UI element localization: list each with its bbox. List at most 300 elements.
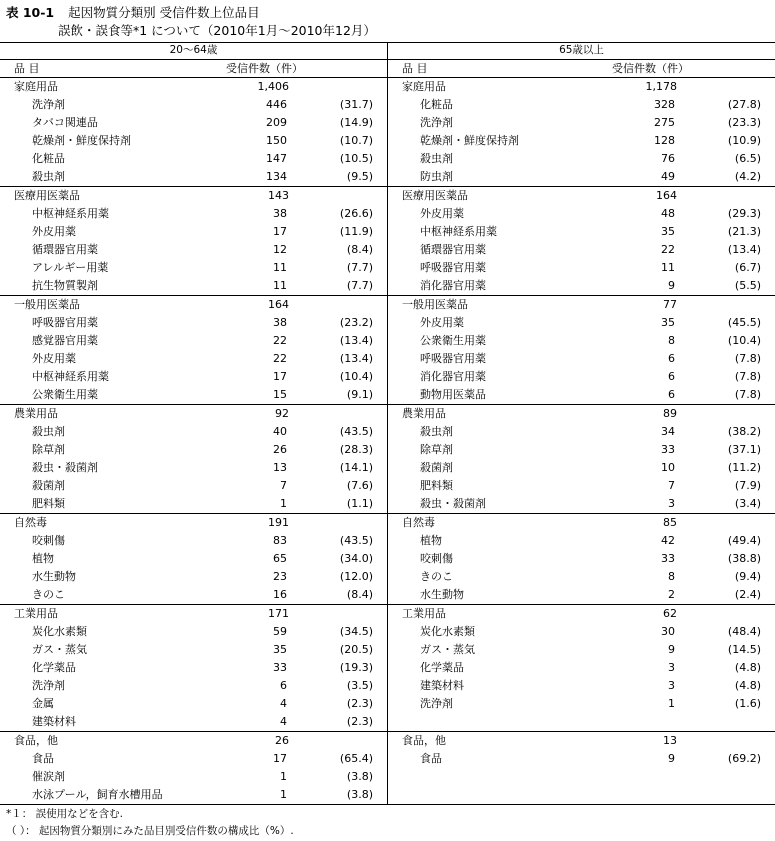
item-name: 乾燥剤・鮮度保持剤 <box>32 134 131 147</box>
item-count: 9 <box>668 752 675 765</box>
category-row <box>388 78 775 96</box>
table-row <box>388 786 775 804</box>
item-name: 公衆衛生用薬 <box>32 388 98 401</box>
item-count: 59 <box>273 625 287 638</box>
item-percentage: (10.4) <box>339 370 373 383</box>
table-row <box>388 750 775 768</box>
left-column <box>0 296 388 404</box>
table-row <box>0 368 387 386</box>
item-count: 33 <box>661 443 675 456</box>
category-section <box>0 78 775 187</box>
item-name: タバコ関連品 <box>32 116 98 129</box>
item-count: 65 <box>273 552 287 565</box>
item-count: 35 <box>661 316 675 329</box>
item-percentage: (7.9) <box>734 479 761 492</box>
item-percentage: (5.5) <box>734 279 761 292</box>
item-count: 3 <box>668 497 675 510</box>
category-total: 89 <box>663 407 677 420</box>
item-name: 循環器官用薬 <box>32 243 98 256</box>
item-percentage: (26.6) <box>339 207 373 220</box>
item-count: 328 <box>654 98 675 111</box>
item-percentage: (38.8) <box>727 552 761 565</box>
category-row <box>0 296 387 314</box>
item-count: 35 <box>661 225 675 238</box>
item-percentage: (4.8) <box>734 661 761 674</box>
item-percentage: (65.4) <box>339 752 373 765</box>
table-row <box>388 132 775 150</box>
item-percentage: (11.9) <box>339 225 373 238</box>
item-count: 275 <box>654 116 675 129</box>
item-count: 22 <box>661 243 675 256</box>
category-row <box>388 296 775 314</box>
item-name: 建築材料 <box>420 679 464 692</box>
category-row <box>0 78 387 96</box>
category-total: 1,406 <box>257 80 289 93</box>
item-column-header: 品 目 <box>14 62 40 75</box>
category-row <box>388 187 775 205</box>
table-row <box>388 241 775 259</box>
table-row <box>0 223 387 241</box>
item-name: 炭化水素類 <box>32 625 87 638</box>
item-name: 植物 <box>32 552 54 565</box>
item-count: 6 <box>668 352 675 365</box>
item-name: 殺虫剤 <box>32 170 65 183</box>
item-count: 4 <box>280 697 287 710</box>
item-name: 水生動物 <box>32 570 76 583</box>
footnote: （ ）： 起因物質分類別にみた品目別受信件数の構成比（%）. <box>6 825 294 837</box>
item-count: 30 <box>661 625 675 638</box>
table-row <box>0 114 387 132</box>
table-row <box>388 205 775 223</box>
item-percentage: (9.1) <box>346 388 373 401</box>
item-column-header: 品 目 <box>402 62 428 75</box>
table-row <box>0 750 387 768</box>
table-row <box>388 623 775 641</box>
item-percentage: (7.8) <box>734 370 761 383</box>
table-row <box>388 350 775 368</box>
item-percentage: (2.3) <box>346 715 373 728</box>
table-row <box>0 495 387 513</box>
item-name: 建築材料 <box>32 715 76 728</box>
item-percentage: (10.7) <box>339 134 373 147</box>
item-count: 42 <box>661 534 675 547</box>
table-row <box>0 768 387 786</box>
item-count: 6 <box>668 388 675 401</box>
table-row <box>0 241 387 259</box>
item-percentage: (12.0) <box>339 570 373 583</box>
item-count: 38 <box>273 207 287 220</box>
item-name: 公衆衛生用薬 <box>420 334 486 347</box>
item-count: 13 <box>273 461 287 474</box>
left-column <box>0 514 388 604</box>
item-percentage: (34.5) <box>339 625 373 638</box>
table-row <box>388 713 775 731</box>
item-count: 3 <box>668 661 675 674</box>
item-count: 9 <box>668 643 675 656</box>
item-name: 植物 <box>420 534 442 547</box>
category-name: 食品，他 <box>14 734 58 747</box>
table-row <box>0 96 387 114</box>
item-count: 49 <box>661 170 675 183</box>
title-line-2: 誤飲・誤食等*1 について（2010年1月～2010年12月） <box>58 23 376 38</box>
item-count: 83 <box>273 534 287 547</box>
table-row <box>388 277 775 295</box>
item-name: 催涙剤 <box>32 770 65 783</box>
item-percentage: (7.8) <box>734 388 761 401</box>
item-name: 水生動物 <box>420 588 464 601</box>
item-count: 33 <box>661 552 675 565</box>
left-column <box>0 187 388 295</box>
category-total: 85 <box>663 516 677 529</box>
category-name: 医療用医薬品 <box>402 189 468 202</box>
right-column <box>388 732 775 804</box>
table-row <box>388 368 775 386</box>
table-row <box>0 150 387 168</box>
item-count: 35 <box>273 643 287 656</box>
count-column-header: 受信件数（件） <box>226 62 303 75</box>
category-row <box>388 514 775 532</box>
item-name: 殺虫剤 <box>420 152 453 165</box>
table-row <box>0 350 387 368</box>
item-count: 209 <box>266 116 287 129</box>
item-percentage: (8.4) <box>346 588 373 601</box>
item-count: 9 <box>668 279 675 292</box>
item-count: 7 <box>280 479 287 492</box>
table-row <box>388 423 775 441</box>
table-row <box>0 550 387 568</box>
item-percentage: (4.8) <box>734 679 761 692</box>
table-row <box>388 641 775 659</box>
category-total: 1,178 <box>645 80 677 93</box>
item-name: 防虫剤 <box>420 170 453 183</box>
item-count: 150 <box>266 134 287 147</box>
footnotes <box>6 806 294 840</box>
category-name: 家庭用品 <box>14 80 58 93</box>
category-row <box>388 732 775 750</box>
item-count: 1 <box>280 497 287 510</box>
item-percentage: (6.5) <box>734 152 761 165</box>
table-row <box>388 477 775 495</box>
item-name: 殺虫剤 <box>32 425 65 438</box>
item-percentage: (3.8) <box>346 770 373 783</box>
table-row <box>0 713 387 731</box>
item-count: 11 <box>273 279 287 292</box>
table-row <box>388 150 775 168</box>
item-name: 除草剤 <box>32 443 65 456</box>
category-name: 工業用品 <box>14 607 58 620</box>
item-name: 呼吸器官用薬 <box>420 352 486 365</box>
item-count: 40 <box>273 425 287 438</box>
item-name: 殺虫剤 <box>420 425 453 438</box>
item-name: 消化器官用薬 <box>420 279 486 292</box>
table-row <box>0 423 387 441</box>
item-name: 肥料類 <box>420 479 453 492</box>
item-count: 23 <box>273 570 287 583</box>
item-count: 12 <box>273 243 287 256</box>
category-name: 一般用医薬品 <box>402 298 468 311</box>
item-count: 4 <box>280 715 287 728</box>
item-count: 17 <box>273 370 287 383</box>
item-percentage: (7.8) <box>734 352 761 365</box>
table-row <box>388 495 775 513</box>
item-name: 化粧品 <box>420 98 453 111</box>
item-name: 殺虫・殺菌剤 <box>420 497 486 510</box>
item-percentage: (29.3) <box>727 207 761 220</box>
table-row <box>388 96 775 114</box>
item-name: 抗生物質製剤 <box>32 279 98 292</box>
category-name: 一般用医薬品 <box>14 298 80 311</box>
item-percentage: (1.6) <box>734 697 761 710</box>
item-name: 金属 <box>32 697 54 710</box>
item-count: 446 <box>266 98 287 111</box>
category-section <box>0 605 775 732</box>
item-percentage: (13.4) <box>727 243 761 256</box>
table-row <box>388 586 775 604</box>
category-row <box>0 605 387 623</box>
item-count: 22 <box>273 352 287 365</box>
table-row <box>0 332 387 350</box>
right-column <box>388 514 775 604</box>
item-percentage: (3.4) <box>734 497 761 510</box>
table-row <box>388 114 775 132</box>
item-name: 消化器官用薬 <box>420 370 486 383</box>
category-row <box>0 732 387 750</box>
category-total: 26 <box>275 734 289 747</box>
table-row <box>388 314 775 332</box>
item-percentage: (3.8) <box>346 788 373 801</box>
table-row <box>388 332 775 350</box>
table-row <box>0 532 387 550</box>
table-title <box>6 4 376 40</box>
item-count: 76 <box>661 152 675 165</box>
category-name: 自然毒 <box>14 516 47 529</box>
category-row <box>0 514 387 532</box>
item-count: 1 <box>280 788 287 801</box>
item-name: 外皮用薬 <box>32 225 76 238</box>
item-name: きのこ <box>420 570 453 583</box>
item-percentage: (34.0) <box>339 552 373 565</box>
item-count: 11 <box>661 261 675 274</box>
item-count: 34 <box>661 425 675 438</box>
right-column <box>388 187 775 295</box>
item-count: 38 <box>273 316 287 329</box>
item-count: 15 <box>273 388 287 401</box>
item-name: 呼吸器官用薬 <box>420 261 486 274</box>
category-total: 92 <box>275 407 289 420</box>
item-name: 咬刺傷 <box>32 534 65 547</box>
left-column <box>0 78 388 186</box>
table-row <box>0 641 387 659</box>
category-section <box>0 296 775 405</box>
table-row <box>0 132 387 150</box>
item-percentage: (37.1) <box>727 443 761 456</box>
category-name: 農業用品 <box>402 407 446 420</box>
category-name: 農業用品 <box>14 407 58 420</box>
table-row <box>0 677 387 695</box>
item-percentage: (4.2) <box>734 170 761 183</box>
item-name: 洗浄剤 <box>32 98 65 111</box>
item-name: 洗浄剤 <box>420 116 453 129</box>
item-name: 除草剤 <box>420 443 453 456</box>
table-row <box>0 205 387 223</box>
table-row <box>0 786 387 804</box>
table-number: 表 10-1 <box>6 5 55 20</box>
table-row <box>388 768 775 786</box>
right-column <box>388 78 775 186</box>
item-name: 化学薬品 <box>420 661 464 674</box>
item-percentage: (9.5) <box>346 170 373 183</box>
table-row <box>388 532 775 550</box>
item-percentage: (10.5) <box>339 152 373 165</box>
item-name: 水泳プール，飼育水槽用品 <box>32 788 163 801</box>
item-percentage: (14.1) <box>339 461 373 474</box>
item-percentage: (43.5) <box>339 425 373 438</box>
item-name: きのこ <box>32 588 65 601</box>
item-name: 感覚器官用薬 <box>32 334 98 347</box>
item-percentage: (43.5) <box>339 534 373 547</box>
item-name: 殺菌剤 <box>420 461 453 474</box>
table-row <box>0 314 387 332</box>
table-row <box>0 277 387 295</box>
category-section <box>0 732 775 805</box>
item-count: 48 <box>661 207 675 220</box>
item-percentage: (20.5) <box>339 643 373 656</box>
item-percentage: (7.7) <box>346 279 373 292</box>
table-row <box>388 695 775 713</box>
title-line-1: 起因物質分類別 受信件数上位品目 <box>68 5 260 20</box>
item-count: 3 <box>668 679 675 692</box>
item-percentage: (49.4) <box>727 534 761 547</box>
item-name: 外皮用薬 <box>420 207 464 220</box>
left-column <box>0 605 388 731</box>
category-section <box>0 514 775 605</box>
category-section <box>0 405 775 514</box>
category-total: 164 <box>268 298 289 311</box>
category-total: 62 <box>663 607 677 620</box>
item-name: 呼吸器官用薬 <box>32 316 98 329</box>
table-row <box>388 568 775 586</box>
item-name: 中枢神経系用薬 <box>420 225 497 238</box>
table-row <box>0 386 387 404</box>
item-name: 外皮用薬 <box>32 352 76 365</box>
category-section <box>0 187 775 296</box>
item-name: 外皮用薬 <box>420 316 464 329</box>
item-count: 6 <box>280 679 287 692</box>
item-count: 8 <box>668 334 675 347</box>
category-name: 食品，他 <box>402 734 446 747</box>
group-header-20-64: 20～64歳 <box>0 43 388 59</box>
left-column <box>0 732 388 804</box>
item-count: 6 <box>668 370 675 383</box>
item-name: ガス・蒸気 <box>32 643 87 656</box>
item-percentage: (7.7) <box>346 261 373 274</box>
item-percentage: (10.9) <box>727 134 761 147</box>
table-body <box>0 78 775 805</box>
item-name: 化学薬品 <box>32 661 76 674</box>
category-row <box>388 605 775 623</box>
item-percentage: (23.2) <box>339 316 373 329</box>
item-percentage: (3.5) <box>346 679 373 692</box>
category-total: 13 <box>663 734 677 747</box>
category-row <box>0 187 387 205</box>
table-row <box>0 168 387 186</box>
table-row <box>0 659 387 677</box>
table-row <box>388 550 775 568</box>
group-header-65-plus: 65歳以上 <box>559 44 604 56</box>
category-name: 家庭用品 <box>402 80 446 93</box>
category-name: 自然毒 <box>402 516 435 529</box>
item-percentage: (19.3) <box>339 661 373 674</box>
table-row <box>388 441 775 459</box>
category-row <box>388 405 775 423</box>
item-percentage: (9.4) <box>734 570 761 583</box>
right-column <box>388 296 775 404</box>
table-row <box>0 568 387 586</box>
item-percentage: (13.4) <box>339 334 373 347</box>
age-group-header <box>0 42 775 60</box>
table-row <box>0 259 387 277</box>
table-row <box>388 659 775 677</box>
item-percentage: (2.3) <box>346 697 373 710</box>
item-percentage: (6.7) <box>734 261 761 274</box>
category-total: 171 <box>268 607 289 620</box>
table-row <box>0 459 387 477</box>
item-count: 17 <box>273 752 287 765</box>
item-count: 2 <box>668 588 675 601</box>
item-name: 動物用医薬品 <box>420 388 486 401</box>
item-name: ガス・蒸気 <box>420 643 475 656</box>
item-percentage: (23.3) <box>727 116 761 129</box>
category-total: 77 <box>663 298 677 311</box>
item-percentage: (69.2) <box>727 752 761 765</box>
item-percentage: (11.2) <box>727 461 761 474</box>
item-percentage: (28.3) <box>339 443 373 456</box>
item-percentage: (2.4) <box>734 588 761 601</box>
table-row <box>388 259 775 277</box>
table-row <box>388 386 775 404</box>
category-name: 工業用品 <box>402 607 446 620</box>
item-count: 147 <box>266 152 287 165</box>
item-name: 化粧品 <box>32 152 65 165</box>
item-name: 肥料類 <box>32 497 65 510</box>
category-name: 医療用医薬品 <box>14 189 80 202</box>
item-count: 1 <box>668 697 675 710</box>
item-name: 殺虫・殺菌剤 <box>32 461 98 474</box>
item-count: 10 <box>661 461 675 474</box>
item-percentage: (1.1) <box>346 497 373 510</box>
table-row <box>388 223 775 241</box>
right-column <box>388 605 775 731</box>
item-count: 128 <box>654 134 675 147</box>
item-percentage: (8.4) <box>346 243 373 256</box>
item-count: 8 <box>668 570 675 583</box>
item-name: 洗浄剤 <box>32 679 65 692</box>
item-count: 11 <box>273 261 287 274</box>
item-name: 食品 <box>420 752 442 765</box>
item-count: 33 <box>273 661 287 674</box>
item-count: 17 <box>273 225 287 238</box>
table-row <box>0 695 387 713</box>
data-table <box>0 42 775 805</box>
item-count: 22 <box>273 334 287 347</box>
table-row <box>0 441 387 459</box>
item-percentage: (14.9) <box>339 116 373 129</box>
item-percentage: (10.4) <box>727 334 761 347</box>
item-percentage: (45.5) <box>727 316 761 329</box>
item-percentage: (21.3) <box>727 225 761 238</box>
item-percentage: (31.7) <box>339 98 373 111</box>
footnote: *１： 誤使用などを含む. <box>6 808 123 820</box>
